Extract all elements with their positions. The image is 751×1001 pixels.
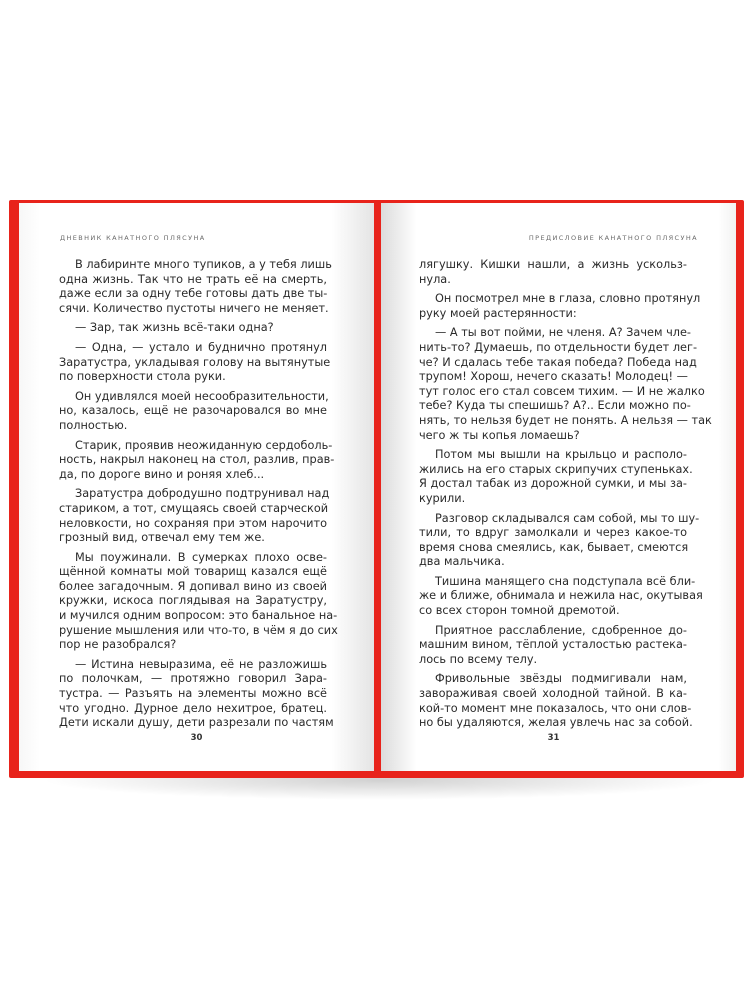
text-line: Он удивлялся моей несообразительности, [75, 389, 329, 403]
text-line: лось по всему телу. [419, 652, 538, 666]
text-line: одна жизнь. Так что не трать её на смерть, [59, 272, 327, 286]
text-line: руку моей растерянности: [419, 306, 577, 320]
page-body [419, 258, 712, 736]
text-line: щённой комнаты мой товарищ казался ещё [59, 565, 327, 579]
text-line: че? И сдалась тебе такая победа? Победа над [419, 355, 697, 369]
paragraph [419, 624, 687, 668]
text-line: стариком, а тот, смущаясь своей старческой [59, 501, 329, 515]
text-line: неловкости, но сохраняя при этом нарочито [59, 516, 327, 530]
text-line: же и ближе, обнимала и нежила нас, окутывая [419, 589, 703, 603]
text-line: курили. [419, 491, 466, 505]
text-line: Потом мы вышли на крыльцо и располо- [435, 448, 687, 462]
paragraph [419, 258, 687, 287]
text-line: Я достал табак из дорожной сумки, и мы за- [419, 477, 687, 491]
text-line: тебе? Куда ты спешишь? А?.. Если можно по- [419, 399, 691, 413]
text-line: чего ж ты копья ломаешь? [419, 428, 580, 442]
text-line: что угодно. Дурное дело нехитрое, братец. [59, 701, 327, 715]
text-line: ность, накрыл наконец на стол, разлив, прав- [59, 453, 335, 467]
text-line: два мальчика. [419, 555, 505, 569]
text-line: нять, то нельзя будет не понять. А нельзя — так [419, 413, 712, 427]
text-line: нула. [419, 272, 451, 286]
text-line: рушение мышления или что-то, в чём я до сих [59, 623, 338, 637]
text-line: нить-то? Думаешь, по отдельности будет лег- [419, 340, 698, 354]
text-line: со всех сторон томной дремотой. [419, 604, 620, 618]
paragraph [59, 550, 338, 653]
paragraph [419, 672, 693, 730]
text-line: Заратустра, укладывая голову на вытянутые [59, 355, 331, 369]
text-line: — А ты вот пойми, не членя. А? Зачем чле- [435, 326, 692, 340]
page-number: 30 [190, 733, 203, 743]
paragraph [59, 487, 330, 545]
text-line: машним вином, тёплой усталостью растека- [419, 638, 687, 652]
text-line: — Одна, — устало и буднично протянул [75, 340, 327, 354]
text-line: по полочкам, — протяжно говорил Зара- [59, 672, 327, 686]
left-page [19, 203, 374, 771]
text-line: Дети искали душу, дети разрезали по частям [59, 716, 334, 730]
text-line: время снова смеялись, как, бывает, смеются [419, 540, 689, 554]
text-line: более загадочным. Я допивал вино из своей [59, 579, 327, 593]
text-line: пор не разобрался? [59, 638, 177, 652]
text-line: по поверхности стола руки. [59, 370, 226, 384]
paragraph [419, 326, 712, 443]
paragraph [59, 258, 332, 316]
text-line: тут голос его стал совсем тихим. — И не жалко [419, 384, 705, 398]
running-header: ПРЕДИСЛОВИЕ КАНАТНОГО ПЛЯСУНА [528, 234, 698, 242]
text-line: даже если за одну тебе готовы дать две ты- [59, 287, 328, 301]
page-number: 31 [547, 733, 560, 743]
text-line: да, по дороге вино и роняя хлеб... [59, 467, 265, 481]
page-body [59, 258, 338, 736]
text-line: завораживая своей холодной тайной. В ка- [419, 687, 687, 701]
paragraph [419, 511, 700, 570]
text-line: кружки, искоса поглядывая на Заратустру, [59, 594, 327, 608]
text-line: но, казалось, ещё не разочаровался во мне [59, 404, 327, 418]
paragraph [419, 574, 703, 619]
text-line: В лабиринте много тупиков, а у тебя лишь [75, 258, 332, 271]
text-line: но бы удаляются, желая увлечь нас за собой. [419, 716, 693, 730]
paragraph [419, 292, 701, 321]
text-line: лягушку. Кишки нашли, а жизнь ускольз- [419, 258, 687, 271]
text-line: кой-то момент мне показалось, что они слов- [419, 701, 692, 715]
paragraph [59, 438, 335, 483]
paragraph [59, 657, 334, 731]
paragraph [59, 390, 327, 434]
text-line: и мучился одним вопросом: это банальное на- [59, 609, 338, 623]
text-line: Приятное расслабление, сдобренное до- [435, 623, 687, 637]
paragraph [59, 340, 331, 385]
running-header: ДНЕВНИК КАНАТНОГО ПЛЯСУНА [60, 234, 206, 242]
text-line: грозный вид, отвечал ему тем же. [59, 531, 265, 545]
text-line: Тишина манящего сна подступала всё бли- [435, 574, 696, 588]
text-line: трупом! Хорош, нечего сказать! Молодец! — [419, 370, 688, 384]
paragraph [419, 448, 693, 506]
text-line: Мы поужинали. В сумерках плохо осве- [75, 550, 327, 564]
text-line: — Зар, так жизнь всё-таки одна? [75, 321, 274, 335]
text-line: тустра. — Разъять на элементы можно всё [59, 687, 327, 701]
text-line: Фривольные звёзды подмигивали нам, [435, 672, 687, 686]
text-line: Заратустра добродушно подтрунивал над [75, 487, 330, 501]
text-line: жились на его старых скрипучих ступеньках. [419, 462, 693, 476]
text-line: Разговор складывался сам собой, мы то шу- [435, 511, 700, 525]
paragraph [59, 321, 327, 336]
text-line: полностью. [59, 418, 128, 432]
right-page [381, 203, 736, 771]
text-line: сячи. Количество пустоты ничего не меняет. [59, 301, 329, 315]
text-line: — Истина невыразима, её не разложишь [75, 657, 327, 671]
text-line: Он посмотрел мне в глаза, словно протянул [435, 292, 701, 306]
text-line: Старик, проявив неожиданную сердоболь- [75, 438, 333, 452]
text-line: тили, то вдруг замолкали и через какое-то [419, 526, 687, 540]
